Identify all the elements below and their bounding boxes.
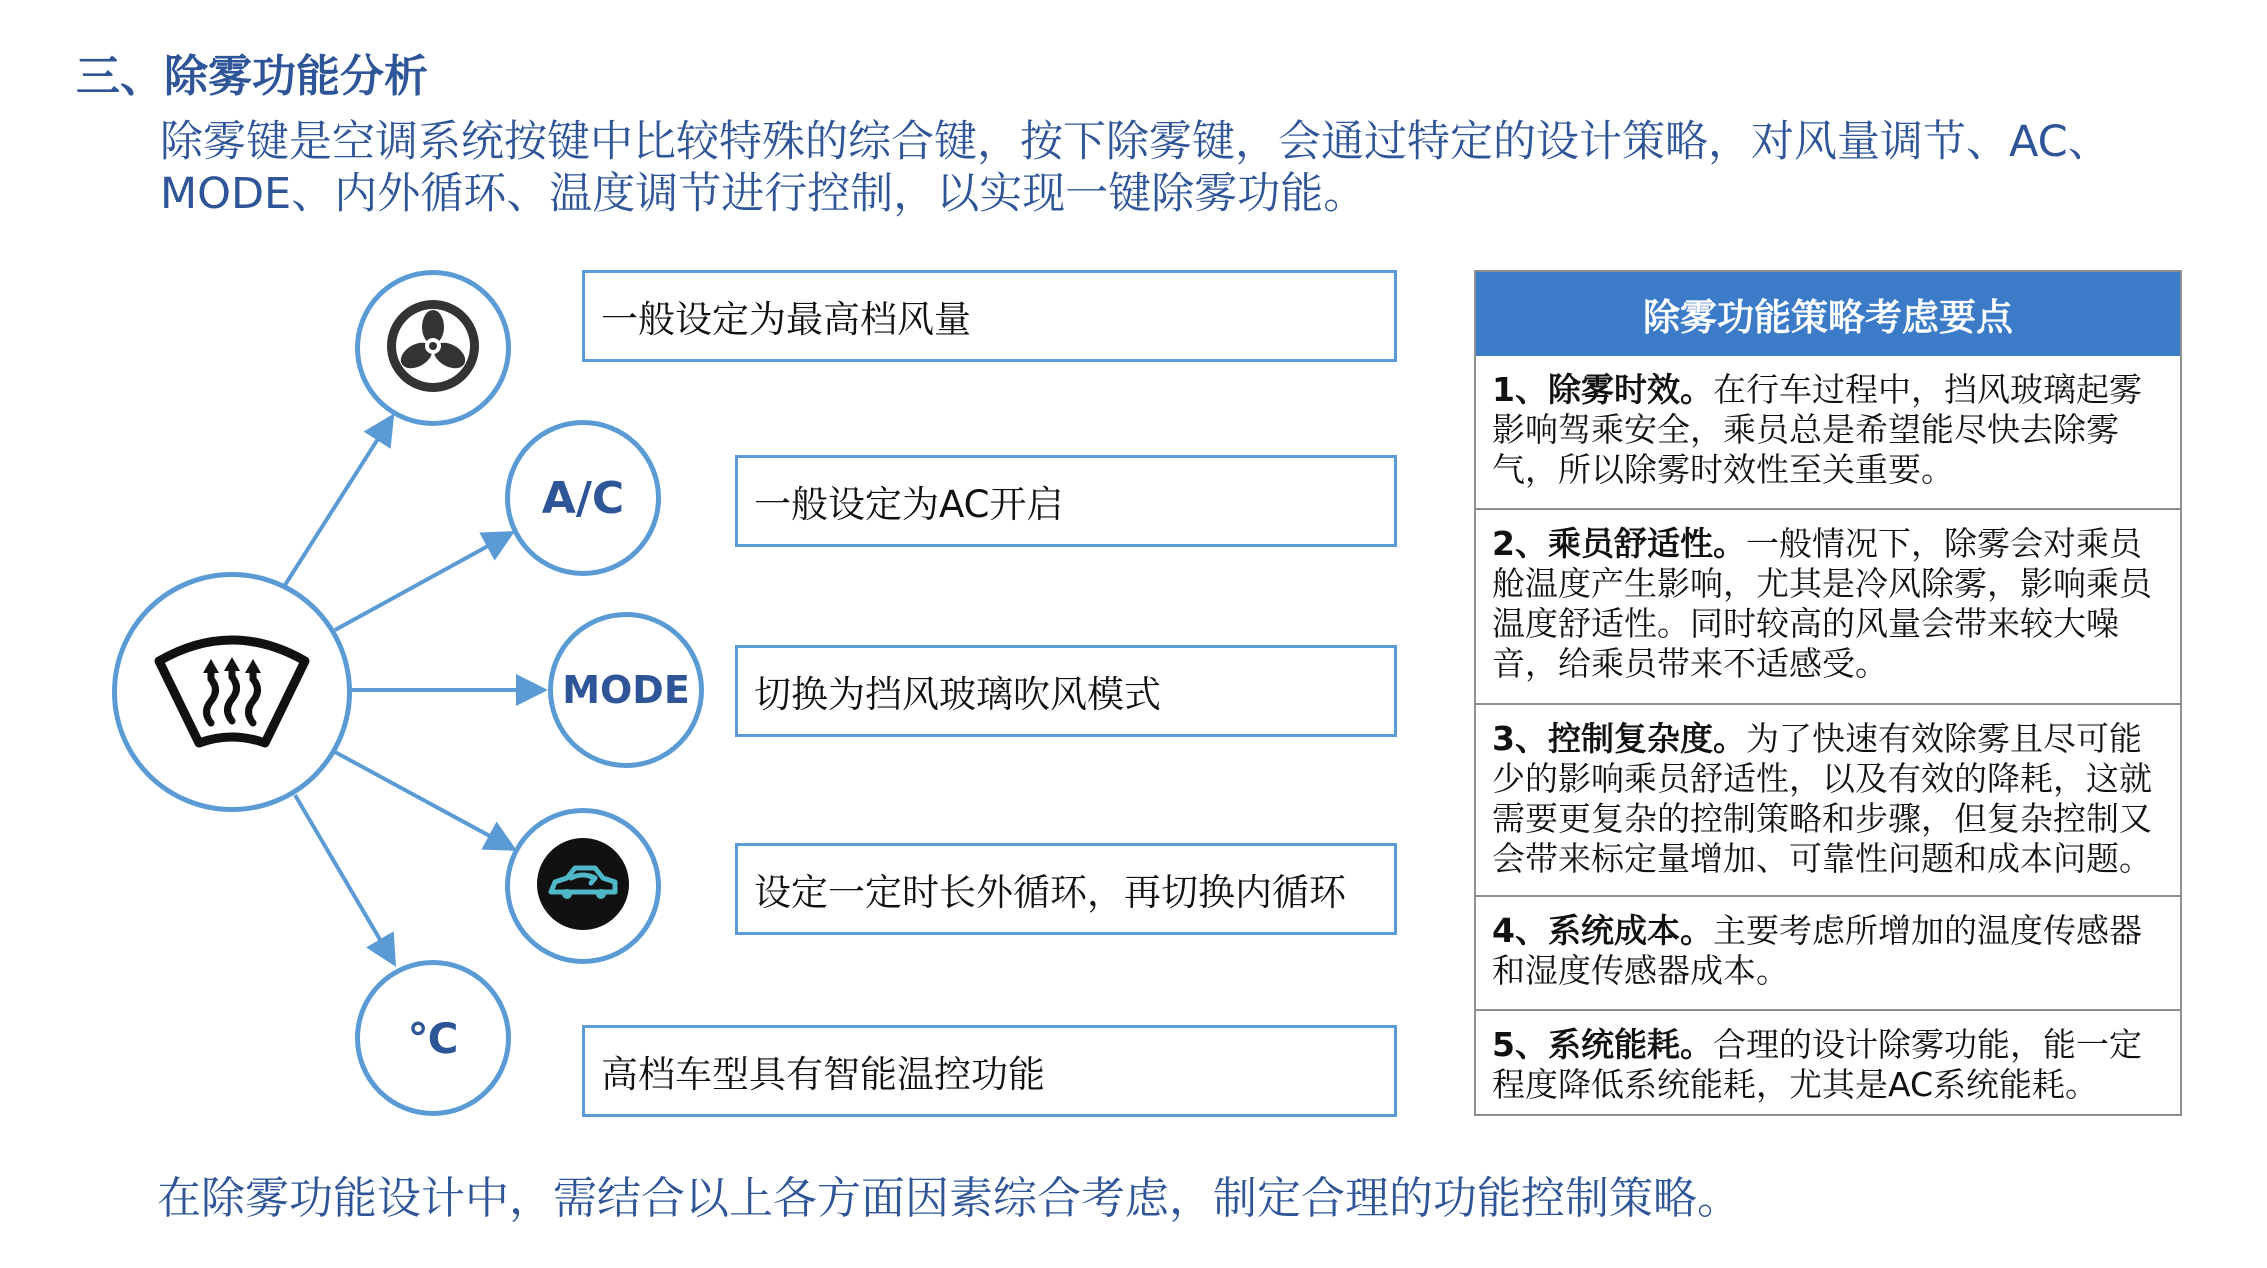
strategy-point-text: 主要考虑所增加的温度传感器和湿度传感器成本。 (1492, 911, 2142, 990)
recirculation-description (735, 843, 1397, 935)
strategy-point (1476, 703, 2180, 895)
recirculation-description-text: 设定一定时长外循环，再切换内循环 (754, 871, 1346, 914)
ac-label: A/C (541, 472, 625, 524)
strategy-point (1476, 1009, 2180, 1114)
ac-description (735, 455, 1397, 547)
footer-summary: 在除雾功能设计中，需结合以上各方面因素综合考虑，制定合理的功能控制策略。 (157, 1173, 1741, 1224)
strategy-point-text: 为了快速有效除雾且尽可能少的影响乘员舒适性，以及有效的降耗，这就需要更复杂的控制策略和步骤，但复杂控制又会带来标定量增加、可靠性问题和成本问题。 (1492, 719, 2152, 878)
ac-node (505, 420, 661, 576)
strategy-point-text: 一般情况下，除雾会对乘员舱温度产生影响，尤其是冷风除雾，影响乘员温度舒适性。同时较高的风量会带来较大噪音，给乘员带来不适感受。 (1492, 524, 2152, 683)
recirculation-node (505, 808, 661, 964)
celsius-label: ℃ (407, 1013, 459, 1063)
strategy-point-text: 合理的设计除雾功能，能一定程度降低系统能耗，尤其是AC系统能耗。 (1492, 1025, 2142, 1104)
fan-node (355, 270, 511, 426)
mode-description-text: 切换为挡风玻璃吹风模式 (754, 673, 1161, 716)
mode-node (548, 612, 704, 768)
arrow-to-fan (285, 420, 390, 585)
strategy-point-title: 1、除雾时效。 (1492, 370, 1713, 409)
arrow-to-temp (295, 795, 392, 960)
temperature-description (582, 1025, 1397, 1117)
car-recirculation-icon (535, 836, 631, 936)
temperature-description-text: 高档车型具有智能温控功能 (601, 1053, 1045, 1096)
strategy-panel-header: 除雾功能策略考虑要点 (1476, 272, 2180, 356)
windshield-defrost-icon (147, 625, 317, 759)
fan-icon (383, 296, 483, 400)
ac-description-text: 一般设定为AC开启 (754, 483, 1064, 526)
fan-description (582, 270, 1397, 362)
strategy-point-text: 在行车过程中，挡风玻璃起雾影响驾乘安全，乘员总是希望能尽快去除雾气，所以除雾时效性至关重要。 (1492, 370, 2142, 489)
strategy-point (1476, 356, 2180, 508)
strategy-point-title: 5、系统能耗。 (1492, 1025, 1713, 1064)
intro-text: 除雾键是空调系统按键中比较特殊的综合键，按下除雾键，会通过特定的设计策略，对风量调节、AC、MODE、内外循环、温度调节进行控制，以实现一键除雾功能。 (160, 117, 2111, 219)
page-title: 三、除雾功能分析 (76, 51, 428, 102)
mode-description (735, 645, 1397, 737)
strategy-point (1476, 895, 2180, 1009)
arrow-to-recirc (335, 752, 510, 847)
arrow-to-ac (335, 535, 508, 630)
fan-description-text: 一般设定为最高档风量 (601, 298, 971, 341)
strategy-point-title: 4、系统成本。 (1492, 911, 1713, 950)
temperature-node (355, 960, 511, 1116)
strategy-point-title: 3、控制复杂度。 (1492, 719, 1746, 758)
defrost-hub (112, 572, 352, 812)
mode-label: MODE (562, 668, 690, 712)
strategy-point-title: 2、乘员舒适性。 (1492, 524, 1746, 563)
strategy-point (1476, 508, 2180, 703)
strategy-panel (1474, 270, 2182, 1116)
